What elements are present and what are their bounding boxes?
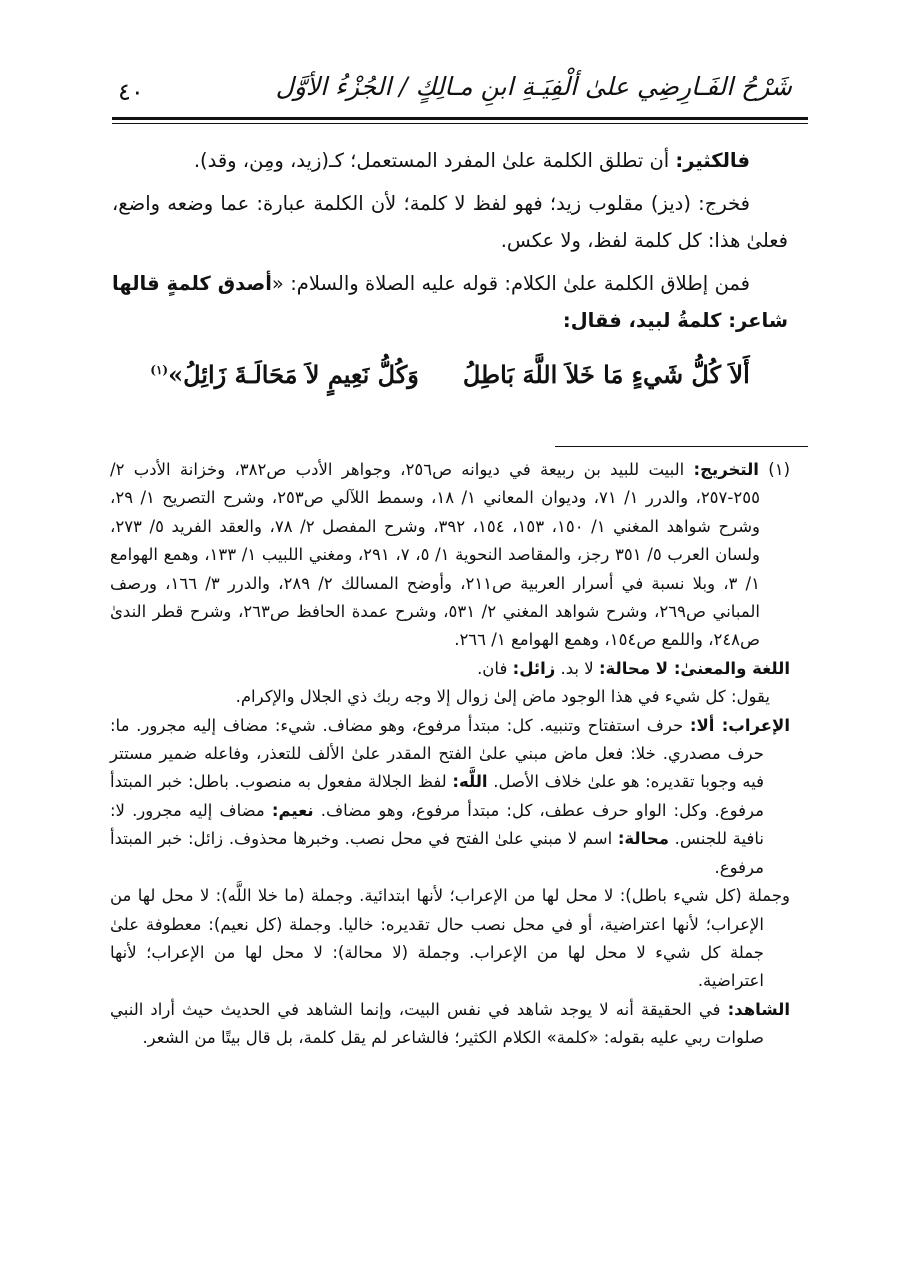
paragraph-kharaja: فخرج: (ديز) مقلوب زيد؛ فهو لفظ لا كلمة؛ لأن الكلمة عبارة: عما وضعه واضع، فعلىٰ هذا: كل كلمة لفظ، ولا عكس. [112, 192, 788, 252]
irab-text-4: اسم لا مبني علىٰ الفتح في محل نصب. وخبرها محذوف. زائل: خبر المبتدأ مرفوع. [110, 829, 764, 877]
paragraph-kathir [112, 142, 788, 179]
takhrij-label: التخريج: [693, 460, 759, 479]
paragraph-itlaq-text: فمن إطلاق الكلمة علىٰ الكلام: قوله عليه الصلاة والسلام: « [271, 272, 751, 295]
lugha-word-zail: زائل: [512, 658, 556, 678]
lugha-def-mahala: لا بد. [555, 658, 599, 678]
footnote-reference[interactable]: (١) [150, 363, 169, 377]
verse-first-hemistich: أَلاَ كُلُّ شَيءٍ مَا خَلاَ اللَّهَ بَاطِلُ [462, 360, 750, 389]
footnote-takhrij [110, 456, 790, 655]
takhrij-text: البيت للبيد بن ربيعة في ديوانه ص٢٥٦، وجواهر الأدب ص٣٨٢، وخزانة الأدب ٢/ ٢٥٥-٢٥٧، والدرر ١/ ٧١، وديوان المعاني ١/ ١٨، وسمط اللآلي ص٢٥٣، وشرح التصريح ١/ ٢٩، وشرح شواهد المغني ١/ ١٥٠، ١٥٣، ١٥٤، ٣٩٢، وشرح المفصل ٢/ ٧٨، والعقد الفريد ٥/ ٢٧٣، ولسان العرب ٥/ ٣٥١ رجز، والمقاصد النحوية ١/ ٥، ٧، ٢٩١، ومغني اللبيب ١/ ١٣٣، وهمع الهوامع ١/ ٣، وبلا نسبة في أسرار العربية ص٢١١، وأوضح المسالك ٢/ ٢٨٩، والدرر ٣/ ١٦٦، ورصف المباني ص٢٦٩، وشرح شواهد المغني ٢/ ٥٣١، وشرح عمدة الحافظ ص٢٦٣، وشرح قطر الندىٰ ص٢٤٨، واللمع ص١٥٤، وهمع الهوامع ١/ ٢٦٦. [110, 460, 761, 650]
irab-text-3: مضاف إليه مجرور. لا: نافية للجنس. [110, 800, 764, 849]
footnote-irab [110, 712, 790, 882]
irab-word-naim: نعيم: [271, 800, 314, 820]
term-kathir: فالكثير: [675, 149, 750, 172]
irab-text-2: لفظ الجلالة مفعول به منصوب. باطل: خبر المبتدأ مرفوع. وكل: الواو حرف عطف، كل: مبتدأ مرفوع، وهو مضاف. [110, 772, 764, 820]
footnote-jumla: وجملة (كل شيء باطل): لا محل لها من الإعراب؛ لأنها ابتدائية. وجملة (ما خلا اللَّه): لا محل لها من الإعراب؛ لأنها اعتراضية، أو في محل نصب حال تقديره: خاليا. وجملة (كل نعيم): معطوفة علىٰ جملة كل شيء لا محل لها من الإعراب. وجملة (لا محالة): لا محل لها من الإعراب؛ لأنها اعتراضية. [110, 886, 790, 991]
lugha-word-mahala: لا محالة: [598, 658, 674, 678]
footnote-separator [555, 446, 808, 447]
lugha-def-zail: فان. [477, 658, 513, 678]
quote-close: » [168, 360, 184, 389]
page-number: ٤٠ [118, 78, 144, 106]
irab-word-ala: ألا: [689, 715, 722, 735]
shahid-text: في الحقيقة أنه لا يوجد شاهد في نفس البيت، وإنما الشاهد في الحديث حيث أراد النبي صلوات ربي عليه بقوله: «كلمة» الكلام الكثير؛ فالشاعر لم يقل كلمة، بل قال بيتًا من الشعر. [110, 999, 764, 1048]
header-rule-thick [112, 117, 808, 120]
irab-label: الإعراب: [721, 715, 790, 735]
paragraph-kathir-text: أن تطلق الكلمة علىٰ المفرد المستعمل؛ كـ(زيد، ومِن، وقد). [193, 149, 676, 172]
header-rule-thin [112, 123, 808, 124]
footnote-lugha [110, 655, 790, 683]
footnote-marker: (١) [768, 460, 791, 479]
paragraph-itlaq [112, 265, 788, 339]
verse-second-hemistich: وَكُلُّ نَعِيمٍ لاَ مَحَالَـةَ زَائِلُ [183, 360, 419, 389]
irab-word-mahala: محالة: [617, 829, 669, 849]
shahid-label: الشاهد: [727, 999, 790, 1019]
running-title: شَرْحُ الفَـارِضِي علىٰ ألْفِيَـةِ ابنِ مـالِكٍ / الجُزْءُ الأوَّل [275, 72, 792, 101]
irab-text-1: حرف استفتاح وتنبيه. كل: مبتدأ مرفوع، وهو مضاف. شيء: مضاف إليه مجرور. ما: حرف مصدري. خلا: فعل ماض مبني علىٰ الفتح المقدر علىٰ الألف للتعذر، وفاعله ضمير مستتر فيه وجوبا تقديره: هو علىٰ خلاف الأصل. [110, 715, 764, 792]
lugha-label: اللغة والمعنىٰ: [673, 658, 790, 678]
hadith-quote: أصدق كلمةٍ قالها شاعر: كلمةُ لبيد، فقال: [112, 272, 788, 332]
irab-word-allah: اللَّه: [452, 772, 488, 792]
poem-verse [112, 345, 788, 400]
footnote-meaning: يقول: كل شيء في هذا الوجود ماض إلىٰ زوال إلا وجه ربك ذي الجلال والإكرام. [235, 687, 770, 707]
footnotes [110, 456, 790, 1053]
footnote-shahid [110, 996, 790, 1053]
main-text [112, 142, 788, 400]
